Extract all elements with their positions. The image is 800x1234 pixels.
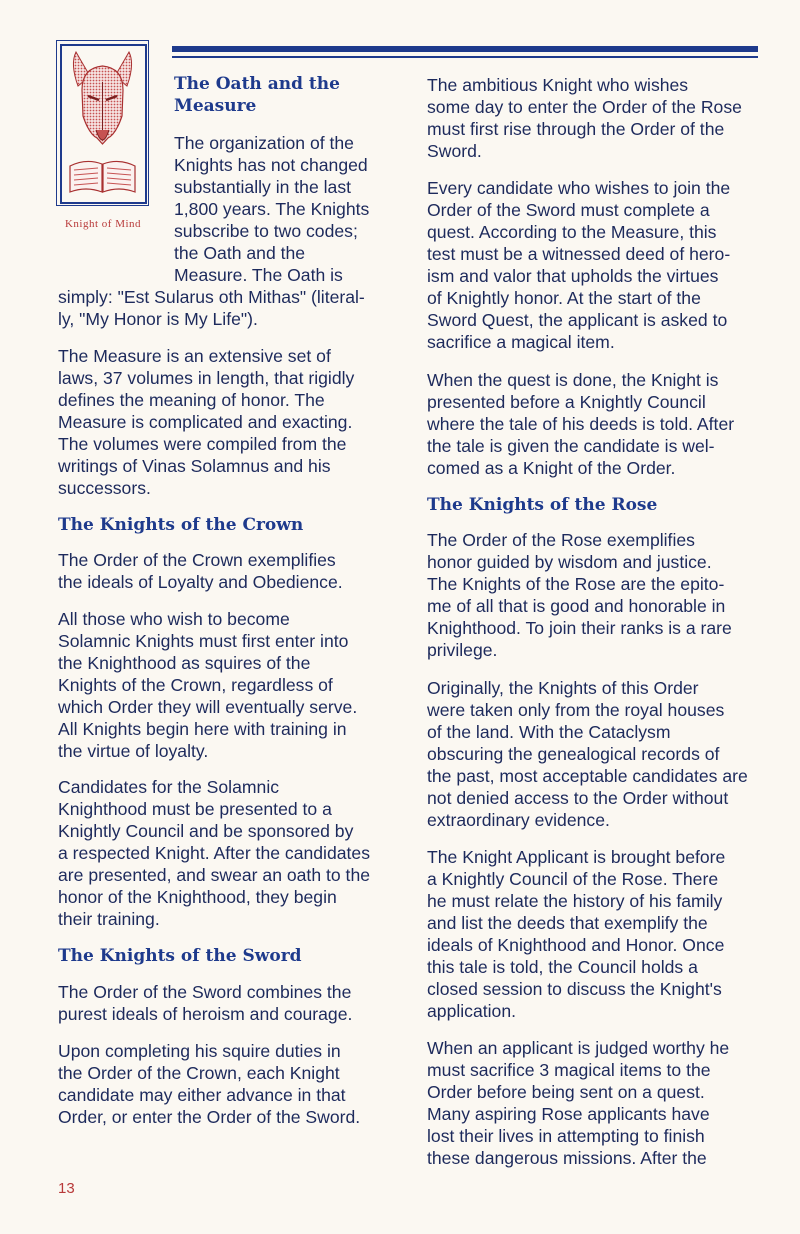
text-line: Knighthood. To join their ranks is a rare — [427, 618, 732, 638]
paragraph-rose-sacrifice — [427, 1037, 729, 1169]
text-line: When an applicant is judged worthy he — [427, 1038, 730, 1058]
paragraph-crown-squires — [58, 608, 357, 762]
text-line: ism and valor that upholds the virtues — [427, 266, 719, 286]
text-line: ly, "My Honor is My Life"). — [58, 309, 258, 329]
text-line: were taken only from the royal houses — [427, 700, 725, 720]
heading-knights-of-the-sword: The Knights of the Sword — [58, 946, 302, 966]
text-line: purest ideals of heroism and courage. — [58, 1004, 353, 1024]
heading-oath-and-measure — [174, 73, 340, 117]
text-line: he must relate the history of his family — [427, 891, 723, 911]
text-line: Measure. The Oath is — [174, 265, 343, 285]
text-line: writings of Vinas Solamnus and his — [58, 456, 331, 476]
text-line: the Order of the Crown, each Knight — [58, 1063, 340, 1083]
text-line: the Oath and the — [174, 243, 306, 263]
page-number: 13 — [58, 1180, 75, 1197]
text-line: candidate may either advance in that — [58, 1085, 346, 1105]
paragraph-measure — [58, 345, 354, 499]
paragraph-oath-intro — [174, 132, 369, 286]
text-line: Solamnic Knights must first enter into — [58, 631, 349, 651]
text-line: quest. According to the Measure, this — [427, 222, 717, 242]
text-line: successors. — [58, 478, 151, 498]
text-line: the ideals of Loyalty and Obedience. — [58, 572, 343, 592]
text-line: Originally, the Knights of this Order — [427, 678, 699, 698]
text-line: this tale is told, the Council holds a — [427, 957, 698, 977]
text-line: are presented, and swear an oath to the — [58, 865, 371, 885]
text-line: sacrifice a magical item. — [427, 332, 615, 352]
text-line: honor guided by wisdom and justice. — [427, 552, 712, 572]
text-line: Measure is complicated and exacting. — [58, 412, 353, 432]
text-line: these dangerous missions. After the — [427, 1148, 707, 1168]
heading-line: Measure — [174, 96, 257, 116]
text-line: Order, or enter the Order of the Sword. — [58, 1107, 361, 1127]
paragraph-crown-ideals — [58, 549, 343, 593]
heading-knights-of-the-crown: The Knights of the Crown — [58, 515, 304, 535]
text-line: Every candidate who wishes to join the — [427, 178, 731, 198]
text-line: the virtue of loyalty. — [58, 741, 209, 761]
paragraph-quest-done — [427, 369, 734, 479]
illustration-caption: Knight of Mind — [64, 218, 142, 230]
text-line: The ambitious Knight who wishes — [427, 75, 689, 95]
text-line: Knights of the Crown, regardless of — [58, 675, 333, 695]
text-line: Sword Quest, the applicant is asked to — [427, 310, 728, 330]
text-line: Knighthood must be presented to a — [58, 799, 332, 819]
text-line: The Measure is an extensive set of — [58, 346, 331, 366]
text-line: of the land. With the Cataclysm — [427, 722, 671, 742]
text-line: Sword. — [427, 141, 482, 161]
text-line: which Order they will eventually serve. — [58, 697, 358, 717]
text-line: All Knights begin here with training in — [58, 719, 347, 739]
text-line: All those who wish to become — [58, 609, 290, 629]
text-line: simply: "Est Sularus oth Mithas" (literal- — [58, 287, 365, 307]
text-line: their training. — [58, 909, 160, 929]
text-line: Upon completing his squire duties in — [58, 1041, 341, 1061]
paragraph-oath-motto — [58, 286, 365, 330]
text-line: privilege. — [427, 640, 498, 660]
text-line: and list the deeds that exemplify the — [427, 913, 708, 933]
text-line: lost their lives in attempting to finish — [427, 1126, 705, 1146]
text-line: extraordinary evidence. — [427, 810, 610, 830]
text-line: Candidates for the Solamnic — [58, 777, 280, 797]
header-rule-thick — [172, 46, 758, 52]
heading-knights-of-the-rose: The Knights of the Rose — [427, 495, 658, 515]
paragraph-rose-origins — [427, 677, 748, 831]
text-line: a respected Knight. After the candidates — [58, 843, 371, 863]
text-line: ideals of Knighthood and Honor. Once — [427, 935, 725, 955]
text-line: comed as a Knight of the Order. — [427, 458, 676, 478]
knight-illustration — [56, 40, 149, 206]
text-line: The Knights of the Rose are the epito- — [427, 574, 725, 594]
text-line: honor of the Knighthood, they begin — [58, 887, 337, 907]
text-line: the tale is given the candidate is wel- — [427, 436, 715, 456]
text-line: of Knightly honor. At the start of the — [427, 288, 701, 308]
text-line: a Knightly Council of the Rose. There — [427, 869, 719, 889]
text-line: Many aspiring Rose applicants have — [427, 1104, 710, 1124]
text-line: 1,800 years. The Knights — [174, 199, 370, 219]
text-line: Knightly Council and be sponsored by — [58, 821, 354, 841]
text-line: substantially in the last — [174, 177, 352, 197]
heading-line: The Oath and the — [174, 74, 340, 94]
text-line: Order of the Sword must complete a — [427, 200, 710, 220]
text-line: closed session to discuss the Knight's — [427, 979, 722, 999]
text-line: The Order of the Rose exemplifies — [427, 530, 695, 550]
paragraph-sword-quest — [427, 177, 730, 353]
paragraph-sword-ideals — [58, 981, 352, 1025]
text-line: The volumes were compiled from the — [58, 434, 347, 454]
text-line: defines the meaning of honor. The — [58, 390, 325, 410]
text-line: laws, 37 volumes in length, that rigidly — [58, 368, 355, 388]
knight-helm-and-open-book-icon — [62, 46, 143, 198]
paragraph-rose-applicant — [427, 846, 725, 1022]
text-line: The Order of the Crown exemplifies — [58, 550, 336, 570]
text-line: The Knight Applicant is brought before — [427, 847, 726, 867]
text-line: not denied access to the Order without — [427, 788, 729, 808]
text-line: the past, most acceptable candidates are — [427, 766, 748, 786]
text-line: obscuring the genealogical records of — [427, 744, 720, 764]
text-line: where the tale of his deeds is told. After — [427, 414, 735, 434]
text-line: must first rise through the Order of the — [427, 119, 725, 139]
text-line: me of all that is good and honorable in — [427, 596, 726, 616]
paragraph-ambitious-knight — [427, 74, 742, 162]
text-line: The organization of the — [174, 133, 354, 153]
text-line: The Order of the Sword combines the — [58, 982, 352, 1002]
text-line: presented before a Knightly Council — [427, 392, 706, 412]
text-line: When the quest is done, the Knight is — [427, 370, 719, 390]
paragraph-crown-candidates — [58, 776, 370, 930]
text-line: Knights has not changed — [174, 155, 368, 175]
text-line: must sacrifice 3 magical items to the — [427, 1060, 711, 1080]
text-line: Order before being sent on a quest. — [427, 1082, 705, 1102]
paragraph-sword-advance — [58, 1040, 360, 1128]
text-line: test must be a witnessed deed of hero- — [427, 244, 731, 264]
text-line: subscribe to two codes; — [174, 221, 358, 241]
header-rule-thin — [172, 56, 758, 58]
text-line: some day to enter the Order of the Rose — [427, 97, 742, 117]
paragraph-rose-ideals — [427, 529, 732, 661]
text-line: application. — [427, 1001, 517, 1021]
text-line: the Knighthood as squires of the — [58, 653, 311, 673]
